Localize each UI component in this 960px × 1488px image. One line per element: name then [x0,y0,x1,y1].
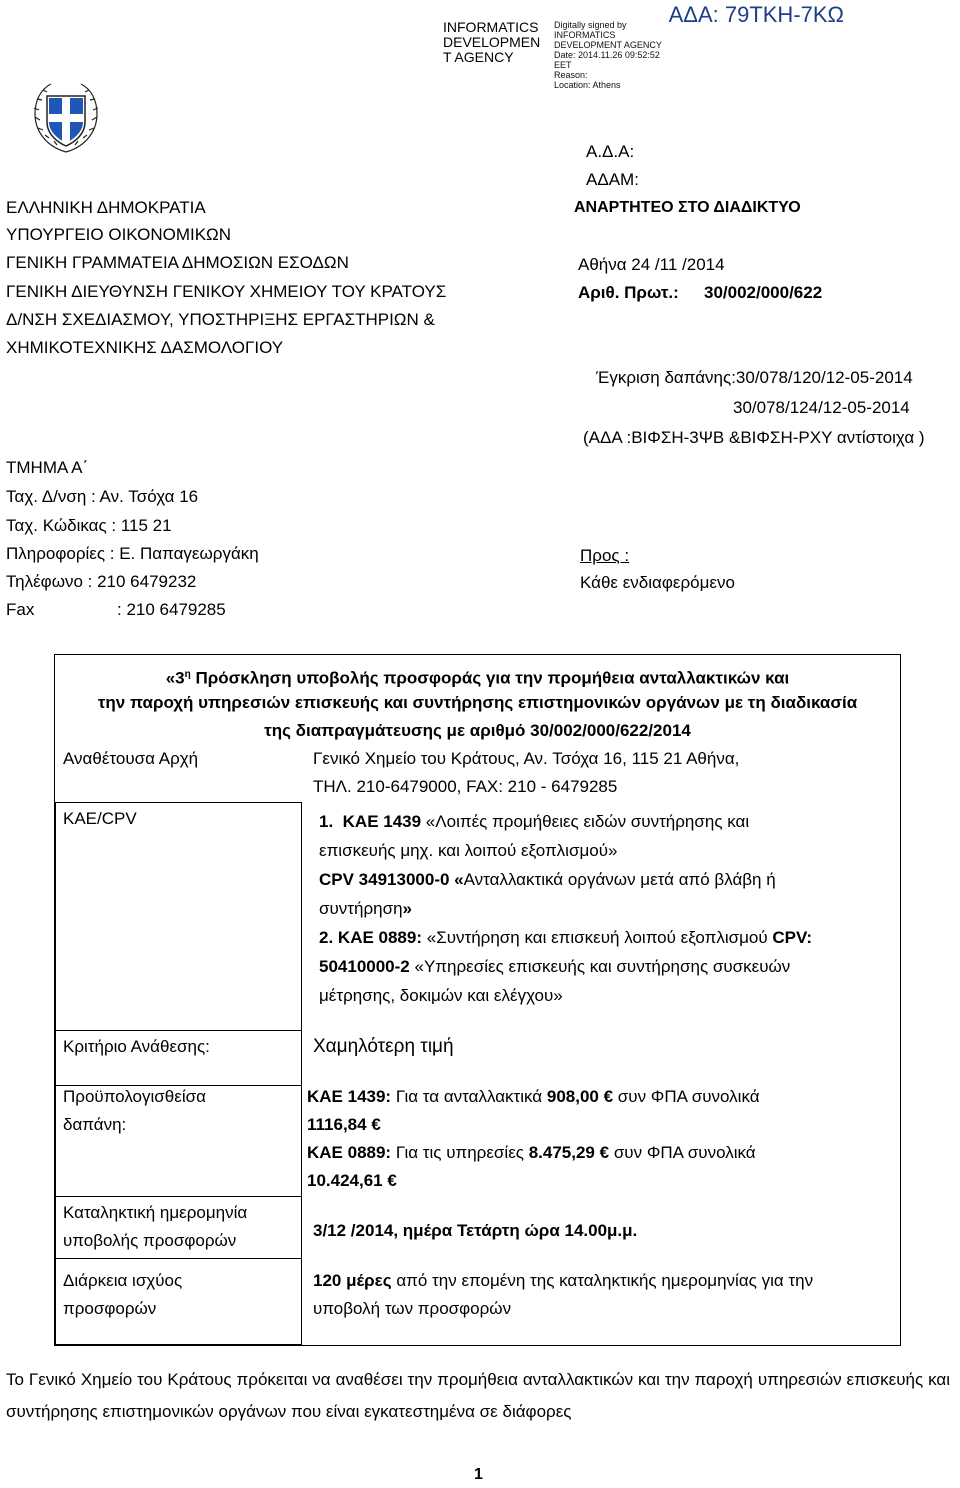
header-line-ministry: ΥΠΟΥΡΓΕΙΟ ΟΙΚΟΝΟΜΙΚΩΝ [6,225,232,244]
header-line-secretariat: ΓΕΝΙΚΗ ΓΡΑΜΜΑΤΕΙΑ ΔΗΜΟΣΙΩΝ ΕΣΟΔΩΝ [6,253,349,272]
kae-num: 1. [319,812,334,831]
budget-line-3 [307,1139,897,1167]
info-contact: Πληροφορίες : Ε. Παπαγεωργάκη [6,544,259,563]
validity-value [313,1267,898,1323]
sig-detail-line: Reason: [554,70,588,80]
validity-line-1 [313,1267,898,1295]
budget-kae1-total: 1116,84 [307,1115,367,1134]
cpv-code: CPV 34913000-0 « [319,870,464,889]
budget-kae1-desc: Για τα ανταλλακτικά [391,1087,547,1106]
cpv-desc: Ανταλλακτικά οργάνων μετά από βλάβη ή [463,870,776,889]
cpv2-code: 50410000-2 [319,957,410,976]
euro-icon: € [387,1171,397,1190]
budget-kae2-desc: Για τις υπηρεσίες [391,1143,529,1162]
kae-line-2: επισκευής μηχ. και λοιπού εξοπλισμού» [319,841,618,860]
budget-line-2 [307,1111,897,1139]
signature-details [554,20,664,90]
tender-table [54,654,901,1346]
budget-line-1 [307,1083,897,1111]
euro-icon: € [371,1115,381,1134]
sig-org-line: T AGENCY [443,49,514,65]
ada-code: ΑΔΑ: 79ΤΚΗ-7ΚΩ [668,2,844,27]
kae-code: ΚΑΕ 1439 [342,812,422,831]
budget-line-4 [307,1167,897,1195]
validity-desc: από την επομένη της καταληκτικής ημερομηνίας για την [391,1271,814,1290]
body-paragraph: Το Γενικό Χημείο του Κράτους πρόκειται να αναθέσει την προμήθεια ανταλλακτικών και την παροχή υπηρεσιών επισκευής και συντήρησης επιστημονικών οργάνων που είναι εγκατεστημένα σε διάφορες [6,1370,950,1421]
ada-label: Α.Δ.Α: [586,142,635,161]
cpv-quote: » [402,899,412,918]
validity-label-1: Διάρκεια ισχύος [63,1271,183,1290]
sig-detail-line: Digitally signed by [554,20,627,30]
header-line-directorate: ΓΕΝΙΚΗ ΔΙΕΥΘΥΝΣΗ ΓΕΝΙΚΟΥ ΧΗΜΕΙΟΥ ΤΟΥ ΚΡΑΤΟΥΣ [6,282,447,301]
address: Ταχ. Δ/νση : Αν. Τσόχα 16 [6,487,199,506]
signature-organization [443,20,553,65]
euro-icon: € [603,1087,614,1106]
deadline-value: 3/12 /2014, ημέρα Τετάρτη ώρα 14.00μ.μ. [313,1221,638,1240]
recipient-label: Προς : [580,546,630,565]
page-number: 1 [474,1466,483,1483]
title-rest: Πρόσκληση υποβολής προσφοράς για την προμήθεια ανταλλακτικών και [190,668,790,688]
budget-kae1: ΚΑΕ 1439: [307,1087,392,1106]
table-title-line-2: την παροχή υπηρεσιών επισκευής και συντήρησης επιστημονικών οργάνων με τη διαδικασία [97,693,858,712]
fax-value: : 210 6479285 [117,600,226,619]
expense-approval-2: 30/078/124/12-05-2014 [733,398,910,417]
kae-cpv-label: ΚΑΕ/CPV [63,809,137,828]
sig-org-line: DEVELOPMEN [443,34,541,50]
cpv2-desc: «Υπηρεσίες επισκευής και συντήρησης συσκευών [409,957,791,976]
kae-cpv-label-cell [55,802,302,1031]
budget-label [63,1083,293,1139]
validity-label [63,1267,293,1323]
budget-kae2-total: 10.424,61 [307,1171,383,1190]
sig-detail-line: INFORMATICS [554,30,616,40]
budget-kae2-amount: 8.475,29 [528,1143,595,1162]
kae2-num: 2. [319,928,334,947]
kae-line-1 [319,807,899,836]
kae2-desc: «Συντήρηση και επισκευή λοιπού εξοπλισμού [422,928,773,947]
fax-label: Fax [6,600,35,619]
header-line-republic: ΕΛΛΗΝΙΚΗ ΔΗΜΟΚΡΑΤΙΑ [6,198,206,217]
posted-online: ΑΝΑΡΤΗΤΕΟ ΣΤΟ ΔΙΑΔΙΚΤΥΟ [574,199,801,216]
kae-line-7: μέτρησης, δοκιμών και ελέγχου» [319,986,563,1005]
contracting-authority-label: Αναθέτουσα Αρχή [63,749,199,768]
contracting-authority-value [313,745,893,801]
kae-desc: «Λοιπές προμήθειες ειδών συντήρησης και [421,812,750,831]
cpv-desc-2: συντήρηση [319,899,403,918]
budget-kae2: ΚΑΕ 0889: [307,1143,392,1162]
authority-address: Γενικό Χημείο του Κράτους, Αν. Τσόχα 16, 115 21 Αθήνα, [313,749,740,768]
adam-label: ΑΔΑΜ: [586,170,639,189]
kae-cpv-value [319,807,899,1010]
header-line-division-2: ΧΗΜΙΚΟΤΕΧΝΙΚΗΣ ΔΑΣΜΟΛΟΓΙΟΥ [6,338,284,357]
validity-label-2: προσφορών [63,1299,157,1318]
budget-label-2: δαπάνη: [63,1115,127,1134]
sig-detail-line: Date: 2014.11.26 09:52:52 [554,50,660,60]
budget-kae1-vat: συν ΦΠΑ συνολικά [613,1087,760,1106]
kae-line-3 [319,865,899,894]
kae-line-6 [319,952,899,981]
protocol-label: Αριθ. Πρωτ.: [578,283,679,302]
award-criterion-label: Κριτήριο Ανάθεσης: [63,1037,210,1056]
validity-line-2: υποβολή των προσφορών [313,1299,512,1318]
deadline-label-1: Καταληκτική ημερομηνία [63,1203,248,1222]
authority-contact: ΤΗΛ. 210-6479000, FAX: 210 - 6479285 [313,777,618,796]
kae2-code: ΚΑΕ 0889: [333,928,423,947]
sig-detail-line: DEVELOPMENT AGENCY [554,40,662,50]
budget-kae2-vat: συν ΦΠΑ συνολικά [609,1143,756,1162]
recipient-value: Κάθε ενδιαφερόμενο [580,573,735,592]
sig-detail-line: EET [554,60,572,70]
euro-icon: € [599,1143,610,1162]
budget-value [307,1083,897,1195]
deadline-label [63,1199,293,1255]
deadline-label-2: υποβολής προσφορών [63,1231,237,1250]
sig-org-line: INFORMATICS [443,19,539,35]
header-line-division: Δ/ΝΣΗ ΣΧΕΔΙΑΣΜΟΥ, ΥΠΟΣΤΗΡΙΞΗΣ ΕΡΓΑΣΤΗΡΙΩΝ & [6,310,435,329]
budget-kae1-amount: 908,00 [546,1087,599,1106]
cpv2-label: CPV: [772,928,813,947]
department: ΤΜΗΜΑ Α΄ [6,458,89,477]
table-title-line-3: της διαπραγμάτευσης με αριθμό 30/002/000/622/2014 [264,721,691,740]
sig-detail-line: Location: Athens [554,80,621,90]
validity-days: 120 μέρες [313,1271,392,1290]
title-prefix: «3 [165,668,185,688]
postcode: Ταχ. Κώδικας : 115 21 [6,516,172,535]
budget-label-1: Προϋπολογισθείσα [63,1087,206,1106]
kae-line-4 [319,894,899,923]
expense-approval: Έγκριση δαπάνης:30/078/120/12-05-2014 [596,368,913,387]
award-criterion-value: Χαμηλότερη τιμή [313,1036,454,1057]
protocol-number: 30/002/000/622 [704,283,823,302]
title-superscript: η [184,669,191,680]
expense-approval-ada: (ΑΔΑ :ΒΙΦΣΗ-3ΨΒ &ΒΙΦΣΗ-ΡΧΥ αντίστοιχα ) [583,428,925,447]
phone: Τηλέφωνο : 210 6479232 [6,572,197,591]
greek-emblem-icon [31,80,101,156]
kae-line-5 [319,923,899,952]
document-date: Αθήνα 24 /11 /2014 [578,255,725,274]
